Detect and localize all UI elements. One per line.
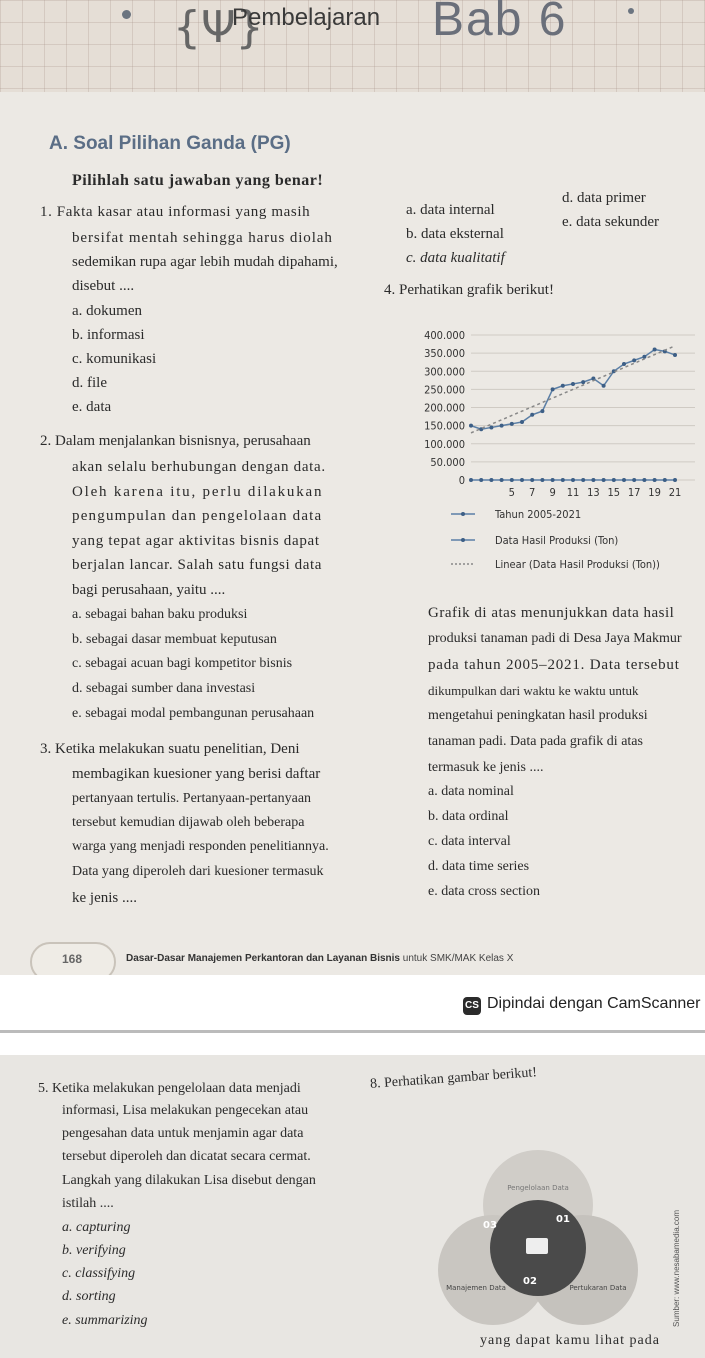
chart-point	[612, 478, 616, 482]
chart-point	[551, 387, 555, 391]
q2-line: yang tepat agar aktivitas bisnis dapat	[72, 533, 320, 549]
chart-point	[540, 478, 544, 482]
chart-legend-marker	[461, 538, 465, 542]
production-chart	[405, 325, 705, 585]
q5-option: a. capturing	[62, 1220, 131, 1235]
q4-option: b. data ordinal	[428, 809, 509, 824]
q3-option: c. data kualitatif	[406, 250, 505, 266]
chart-y-tick: 0	[458, 474, 465, 487]
chart-point	[530, 478, 534, 482]
chart-y-tick: 350.000	[424, 347, 465, 361]
chart-x-tick: 5	[508, 486, 515, 499]
q5-line: tersebut diperoleh dan dicatat secara cermat.	[62, 1149, 311, 1164]
chart-x-tick: 7	[529, 486, 536, 499]
q1-line: disebut ....	[72, 278, 135, 294]
header-dot	[628, 8, 634, 14]
q8-intro: 8. Perhatikan gambar berikut!	[369, 1065, 538, 1092]
q5-option: e. summarizing	[62, 1313, 148, 1328]
q3-line: membagikan kuesioner yang berisi daftar	[72, 766, 321, 782]
chart-point	[571, 382, 575, 386]
chart-x-tick: 9	[549, 486, 556, 499]
chart-legend-label: Linear (Data Hasil Produksi (Ton))	[495, 558, 660, 571]
divider	[0, 1030, 705, 1033]
q1-line: bersifat mentah sehingga harus diolah	[72, 230, 333, 246]
chart-point	[551, 478, 555, 482]
q1-option: a. dokumen	[72, 303, 142, 319]
book-title-main: Dasar-Dasar Manajemen Perkantoran dan Layanan Bisnis	[126, 953, 400, 964]
q4-line: tanaman padi. Data pada grafik di atas	[428, 734, 643, 749]
q2-line: akan selalu berhubungan dengan data.	[72, 459, 326, 475]
q5-option: b. verifying	[62, 1243, 126, 1258]
q3-option: b. data eksternal	[406, 226, 504, 242]
scanner-label: Dipindai dengan CamScanner	[487, 995, 701, 1012]
page-number: 168	[62, 952, 83, 966]
chart-point	[469, 478, 473, 482]
q5-line: 5. Ketika melakukan pengelolaan data menjadi	[38, 1081, 301, 1096]
chart-point	[622, 478, 626, 482]
chart-x-tick: 11	[566, 486, 580, 499]
q4-option: e. data cross section	[428, 884, 540, 899]
chart-point	[489, 425, 493, 429]
chart-x-tick: 17	[627, 486, 641, 499]
q2-option: e. sebagai modal pembangunan perusahaan	[72, 706, 315, 721]
chart-legend-marker	[461, 512, 465, 516]
q2-line: berjalan lancar. Salah satu fungsi data	[72, 557, 322, 573]
chart-point	[520, 420, 524, 424]
q2-line: 2. Dalam menjalankan bisnisnya, perusahaan	[40, 433, 311, 449]
q1-option: c. komunikasi	[72, 351, 157, 367]
q4-intro: 4. Perhatikan grafik berikut!	[384, 282, 554, 298]
q4-line: Grafik di atas menunjukkan data hasil	[428, 605, 675, 621]
q3-option: a. data internal	[406, 202, 495, 218]
q4-line: dikumpulkan dari waktu ke waktu untuk	[428, 683, 639, 698]
chart-point	[602, 384, 606, 388]
q5-option: d. sorting	[62, 1289, 116, 1304]
chart-point	[469, 424, 473, 428]
q3-line: tersebut kemudian dijawab oleh beberapa	[72, 815, 305, 830]
q1-line: sedemikan rupa agar lebih mudah dipahami,	[72, 254, 338, 270]
section-title: A. Soal Pilihan Ganda (PG)	[49, 133, 291, 154]
camscanner-logo-icon: CS	[463, 997, 481, 1015]
q3-line: Data yang diperoleh dari kuesioner termasuk	[72, 864, 324, 879]
q4-line: produksi tanaman padi di Desa Jaya Makmur	[428, 631, 682, 646]
chart-point	[653, 348, 657, 352]
chart-svg	[405, 325, 705, 585]
chart-point	[489, 478, 493, 482]
chart-point	[591, 478, 595, 482]
chart-y-tick: 100.000	[424, 437, 465, 451]
chart-point	[673, 478, 677, 482]
image-source: Sumber: www.nesabamedia.com	[672, 1210, 681, 1327]
q4-line: pada tahun 2005–2021. Data tersebut	[428, 657, 680, 673]
q4-line: termasuk ke jenis ....	[428, 760, 544, 775]
chart-point	[540, 409, 544, 413]
book-title-suffix: untuk SMK/MAK Kelas X	[402, 953, 514, 964]
book-title	[126, 953, 513, 964]
header-dot	[122, 10, 131, 19]
diagram-number-01: 01	[556, 1214, 570, 1225]
q5-line: pengesahan data untuk menjamin agar data	[62, 1126, 304, 1141]
chart-x-tick: 21	[668, 486, 682, 499]
chart-legend-label: Data Hasil Produksi (Ton)	[495, 534, 619, 547]
chart-y-tick: 300.000	[424, 365, 465, 379]
chart-x-tick: 13	[587, 486, 600, 499]
q3-line: warga yang menjadi responden penelitiannya.	[72, 839, 329, 854]
q2-option: b. sebagai dasar membuat keputusan	[72, 632, 277, 647]
monitor-icon	[526, 1238, 548, 1254]
q2-option: d. sebagai sumber dana investasi	[72, 681, 256, 696]
chart-point	[500, 478, 504, 482]
chart-y-tick: 150.000	[424, 419, 465, 433]
chart-point	[581, 478, 585, 482]
chart-point	[571, 478, 575, 482]
chart-point	[581, 380, 585, 384]
chart-point	[510, 478, 514, 482]
q4-line: mengetahui peningkatan hasil produksi	[428, 708, 648, 723]
q2-option: c. sebagai acuan bagi kompetitor bisnis	[72, 656, 293, 671]
q3-line: ke jenis ....	[72, 890, 137, 906]
q5-line: informasi, Lisa melakukan pengecekan atau	[62, 1103, 309, 1118]
chart-point	[622, 362, 626, 366]
chart-point	[602, 478, 606, 482]
diagram-label-top: Pengelolaan Data	[507, 1184, 569, 1192]
q2-line: bagi perusahaan, yaitu ....	[72, 582, 226, 598]
q2-line: Oleh karena itu, perlu dilakukan	[72, 484, 324, 500]
q4-option: c. data interval	[428, 834, 511, 849]
data-management-diagram	[438, 1150, 638, 1330]
chapter-label: Pembelajaran	[232, 4, 381, 31]
chart-point	[561, 478, 565, 482]
q2-line: pengumpulan dan pengelolaan data	[72, 508, 323, 524]
chart-point	[561, 384, 565, 388]
chapter-number: Bab 6	[432, 0, 568, 46]
q3-line: 3. Ketika melakukan suatu penelitian, Deni	[40, 741, 300, 757]
chart-point	[500, 424, 504, 428]
bracket-icon: {Ψ}	[173, 2, 264, 53]
q1-option: b. informasi	[72, 327, 145, 343]
diagram-number-02: 02	[523, 1276, 537, 1287]
q3-line: pertanyaan tertulis. Pertanyaan-pertanyaan	[72, 791, 312, 806]
chart-x-tick: 15	[607, 486, 621, 499]
q5-line: istilah ....	[62, 1196, 114, 1211]
q5-option: c. classifying	[62, 1266, 136, 1281]
chart-point	[632, 478, 636, 482]
chart-y-tick: 250.000	[424, 383, 465, 397]
chart-x-tick: 19	[648, 486, 661, 499]
chart-legend-label: Tahun 2005-2021	[495, 508, 582, 521]
q4-option: a. data nominal	[428, 784, 514, 799]
chart-point	[510, 422, 514, 426]
q1-option: d. file	[72, 375, 107, 391]
chart-point	[520, 478, 524, 482]
diagram-label-left: Manajemen Data	[446, 1284, 506, 1292]
q3-option: d. data primer	[562, 190, 646, 206]
q4-option: d. data time series	[428, 859, 530, 874]
chart-point	[530, 413, 534, 417]
chart-y-tick: 200.000	[424, 401, 465, 415]
diagram-number-03: 03	[483, 1220, 497, 1231]
q1-option: e. data	[72, 399, 112, 415]
q2-option: a. sebagai bahan baku produksi	[72, 607, 248, 622]
chart-y-tick: 400.000	[424, 329, 465, 342]
diagram-label-right: Pertukaran Data	[569, 1284, 627, 1292]
chart-point	[653, 478, 657, 482]
q8-tail: yang dapat kamu lihat pada	[480, 1333, 660, 1348]
chart-point	[673, 353, 677, 357]
q1-line: 1. Fakta kasar atau informasi yang masih	[40, 204, 311, 220]
chart-y-tick: 50.000	[430, 455, 465, 469]
instruction: Pilihlah satu jawaban yang benar!	[72, 172, 324, 189]
q5-line: Langkah yang dilakukan Lisa disebut dengan	[62, 1173, 316, 1188]
chart-point	[632, 358, 636, 362]
chart-point	[663, 478, 667, 482]
chart-point	[642, 478, 646, 482]
q3-option: e. data sekunder	[562, 214, 660, 230]
scanner-bar	[0, 975, 705, 1055]
chart-point	[479, 478, 483, 482]
